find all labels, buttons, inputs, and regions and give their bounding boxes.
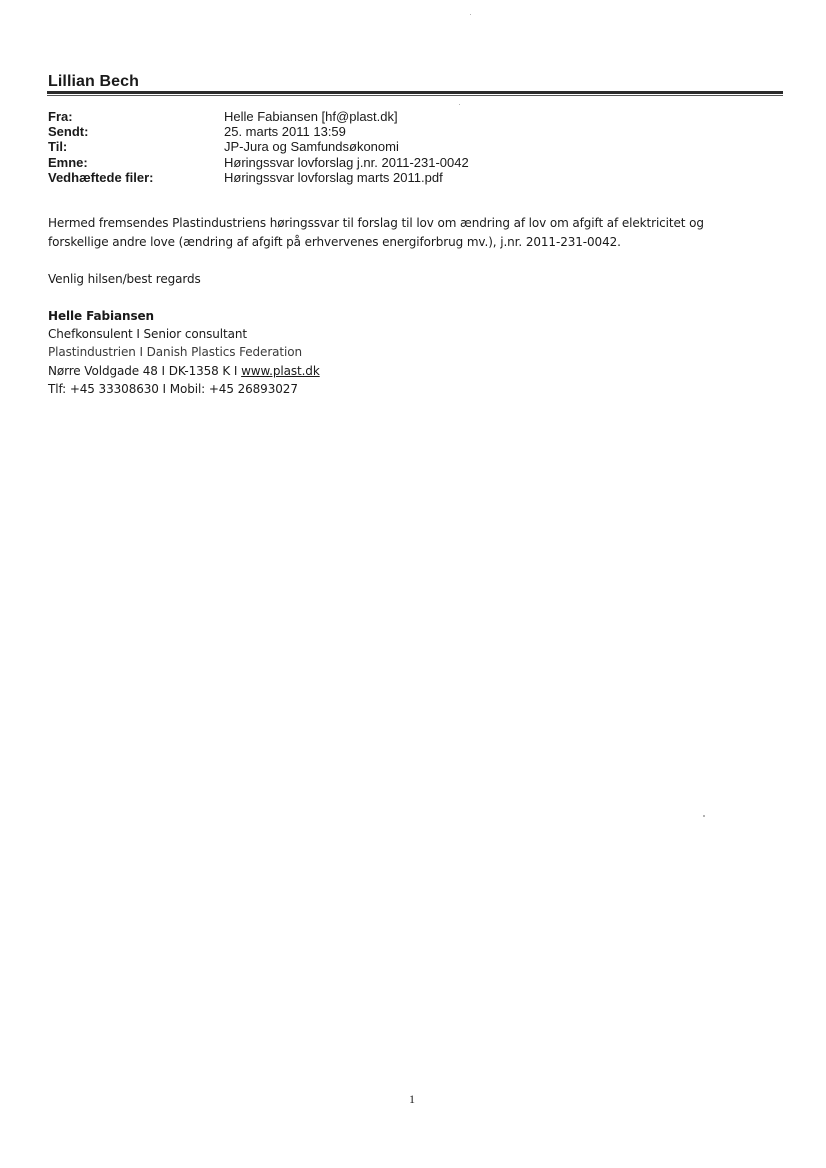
signature-address: Nørre Voldgade 48 I DK-1358 K I (48, 363, 242, 378)
printout-owner-name: Lillian Bech (48, 73, 139, 90)
signature-address-line (48, 362, 320, 380)
scan-speck (703, 815, 705, 817)
subject-label: Emne: (48, 154, 88, 170)
attachments-label: Vedhæftede filer: (48, 169, 154, 185)
sent-value: 25. marts 2011 13:59 (224, 124, 346, 140)
page-number: 1 (409, 1092, 415, 1106)
email-signature (48, 307, 320, 398)
from-value: Helle Fabiansen [hf@plast.dk] (224, 109, 398, 124)
email-header-attachments (48, 170, 469, 185)
to-label: Til: (48, 139, 68, 155)
attachments-value: Høringssvar lovforslag marts 2011.pdf (224, 169, 443, 185)
to-value: JP-Jura og Samfundsøkonomi (224, 139, 399, 155)
from-label: Fra: (48, 109, 73, 124)
scan-speck (470, 14, 471, 15)
email-header-sent (48, 124, 469, 139)
signature-phone: Tlf: +45 33308630 I Mobil: +45 26893027 (48, 381, 298, 396)
header-divider (47, 91, 783, 94)
body-line-1: Hermed fremsendes Plastindustriens høringssvar til forslag til lov om ændring af lov om afgift af elektricitet og (48, 216, 704, 230)
header-divider-thin (47, 95, 783, 96)
website-link[interactable]: www.plast.dk (241, 363, 320, 378)
email-body (48, 214, 788, 252)
body-line-2: forskellige andre love (ændring af afgift på erhvervenes energiforbrug mv.), j.nr. 2011-231-0042. (48, 235, 621, 249)
signature-organization: Plastindustrien I Danish Plastics Federation (48, 345, 303, 360)
email-greeting: Venlig hilsen/best regards (48, 272, 201, 286)
email-header-to (48, 139, 469, 154)
subject-value: Høringssvar lovforslag j.nr. 2011-231-0042 (224, 154, 469, 170)
sent-label: Sendt: (48, 124, 89, 140)
scan-speck (459, 104, 460, 105)
email-header-subject (48, 155, 469, 170)
email-header-from (48, 109, 469, 124)
signature-name: Helle Fabiansen (48, 309, 154, 323)
email-headers (48, 109, 469, 185)
signature-title: Chefkonsulent I Senior consultant (48, 327, 247, 342)
